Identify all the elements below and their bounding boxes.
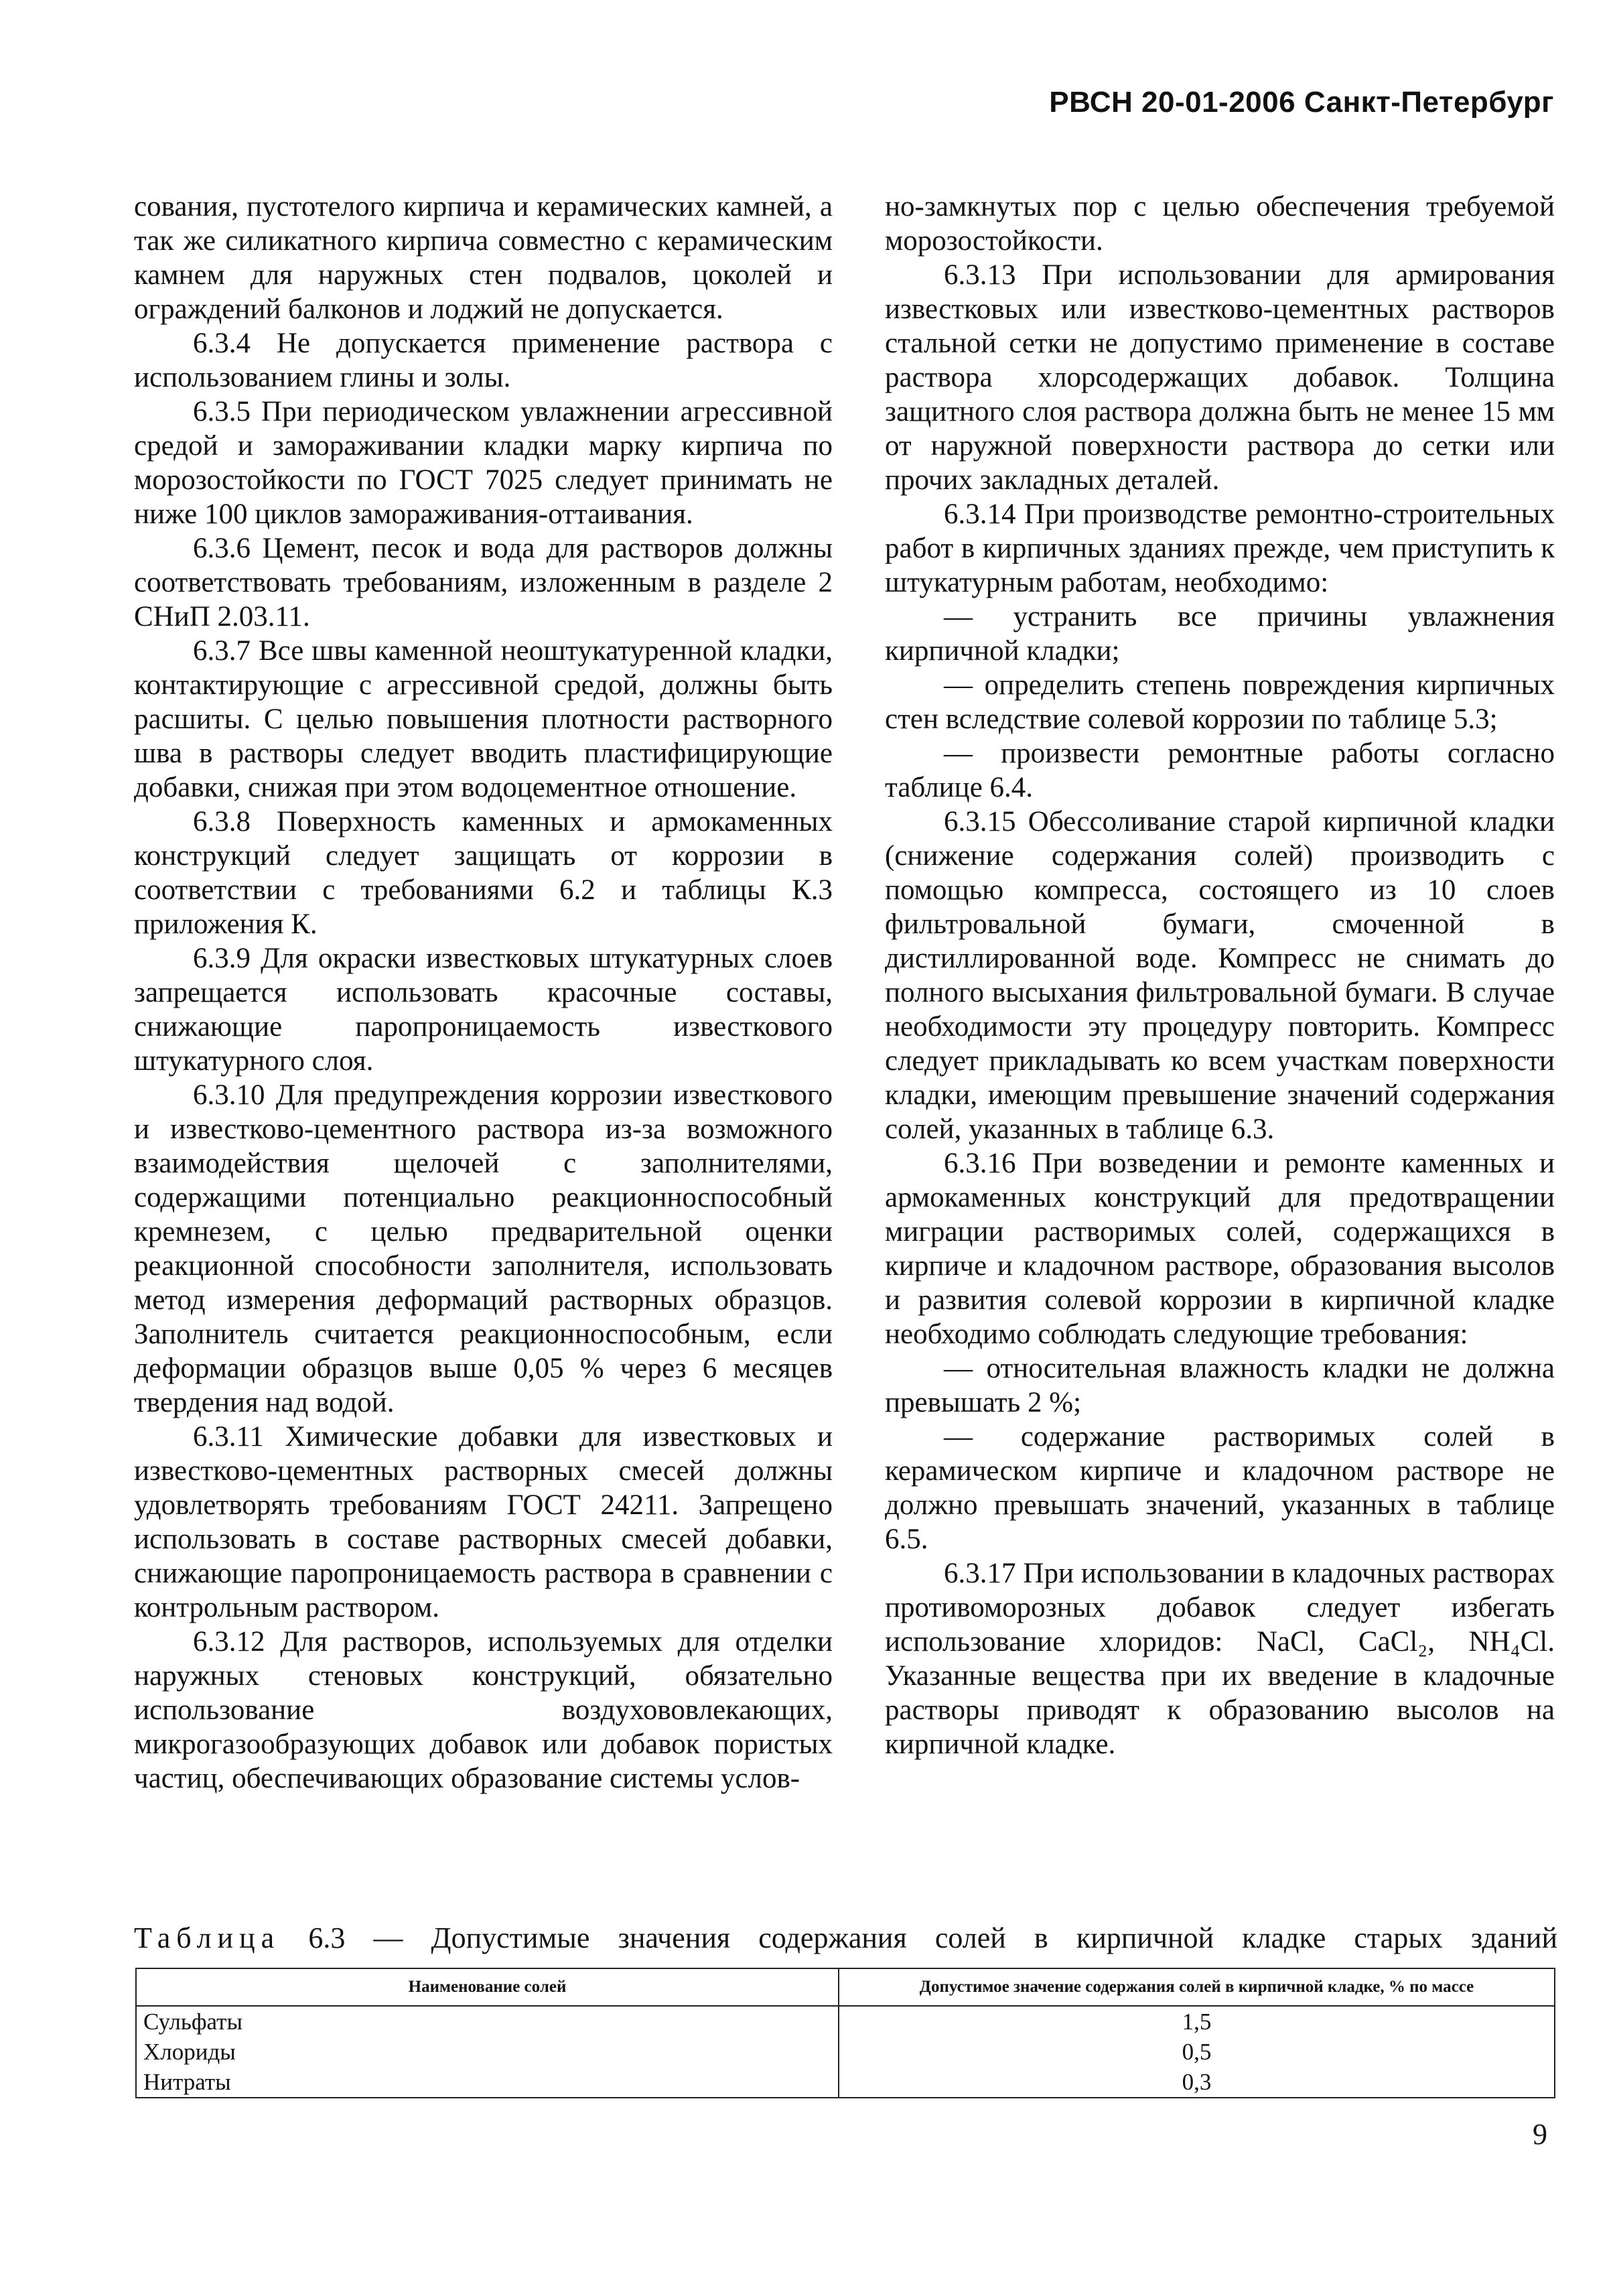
table-caption-label: Таблица	[134, 1921, 281, 1954]
table-caption-text: — Допустимые значения содержания солей в кирпичной кладке старых зданий	[373, 1921, 1558, 1954]
paragraph-6-3-16: 6.3.16 При возведении и ремонте каменных и армокаменных конструкций для предотвращении миграции растворимых солей, содержащихся в кирпиче и кладочном растворе, образования высолов и развития солевой коррозии в кирпичной кладке необходимо соблюдать следующие требования:	[885, 1148, 1555, 1350]
list-item: — устранить все причины увлажнения кирпичной кладки;	[885, 601, 1555, 667]
salt-name-cell: Нитраты	[136, 2067, 839, 2098]
salt-value-cell: 1,5	[839, 2006, 1555, 2037]
paragraph-6-3-11: 6.3.11 Химические добавки для известковых и известково-цементных растворных смесей должны удовлетворять требованиям ГОСТ 24211. Запрещено использовать в составе растворных смесей добавки, снижающие паропроницаемость раствора в сравнении с контрольным раствором.	[134, 1421, 833, 1623]
paragraph-6-3-15: 6.3.15 Обессоливание старой кирпичной кладки (снижение содержания солей) производить с помощью компресса, состоящего из 10 слоев фильтровальной бумаги, смоченной в дистиллированной воде. Компресс не снимать до полного высыхания фильтровальной бумаги. В случае необходимости эту процедуру повторить. Компресс следует прикладывать ко всем участкам поверхности кладки, имеющим превышение значений содержания солей, указанных в таблице 6.3.	[885, 806, 1555, 1145]
paragraph-6-3-8: 6.3.8 Поверхность каменных и армокаменных конструкций следует защищать от коррозии в соответствии с требованиями 6.2 и таблицы К.3 приложения К.	[134, 806, 833, 940]
paragraph-6-3-13: 6.3.13 При использовании для армирования известковых или известково-цементных растворов стальной сетки не допустимо применение в составе раствора хлорсодержащих добавок. Толщина защитного слоя раствора должна быть не менее 15 мм от наружной поверхности раствора до сетки или прочих закладных деталей.	[885, 259, 1555, 496]
table-caption-number: 6.3	[308, 1921, 346, 1954]
column-header-salt-name: Наименование солей	[136, 1968, 839, 2006]
paragraph-6-3-9: 6.3.9 Для окраски известковых штукатурных слоев запрещается использовать красочные составы, снижающие паропроницаемость известкового штукатурного слоя.	[134, 943, 833, 1077]
list-item: — определить степень повреждения кирпичных стен вследствие солевой коррозии по таблице 5.3;	[885, 669, 1555, 735]
right-text-column	[885, 190, 1555, 1761]
paragraph-6-3-10: 6.3.10 Для предупреждения коррозии известкового и известково-цементного раствора из-за возможного взаимодействия щелочей с заполнителями, содержащими потенциально реакционноспособный кремнезем, с целью предварительной оценки реакционной способности заполнителя, использовать метод измерения деформаций растворных образцов. Заполнитель считается реакционноспособным, если деформации образцов выше 0,05 % через 6 месяцев твердения над водой.	[134, 1079, 833, 1418]
paragraph-6-3-14: 6.3.14 При производстве ремонтно-строительных работ в кирпичных зданиях прежде, чем приступить к штукатурным работам, необходимо:	[885, 498, 1555, 598]
salt-value-cell: 0,5	[839, 2037, 1555, 2067]
table-row	[136, 2006, 1555, 2037]
paragraph: сования, пустотелого кирпича и керамических камней, а так же силикатного кирпича совместно с керамическим камнем для наружных стен подвалов, цоколей и ограждений балконов и лоджий не допускается.	[134, 191, 833, 325]
table-row	[136, 2067, 1555, 2098]
paragraph-continuation: но-замкнутых пор с целью обеспечения требуемой морозостойкости.	[885, 191, 1555, 257]
salt-content-table	[135, 1968, 1555, 2098]
list-item: — содержание растворимых солей в керамическом кирпиче и кладочном растворе не должно превышать значений, указанных в таблице 6.5.	[885, 1421, 1555, 1555]
page-number: 9	[1533, 2118, 1547, 2151]
paragraph-6-3-7: 6.3.7 Все швы каменной неоштукатуренной кладки, контактирующие с агрессивной средой, должны быть расшиты. С целью повышения плотности растворного шва в растворы следует вводить пластифицирующие добавки, снижая при этом водоцементное отношение.	[134, 635, 833, 803]
page-header-title: РВСН 20-01-2006 Санкт-Петербург	[1049, 86, 1554, 119]
table-header-row	[136, 1968, 1555, 2006]
list-item: — относительная влажность кладки не должна превышать 2 %;	[885, 1353, 1555, 1418]
paragraph-6-3-4: 6.3.4 Не допускается применение раствора с использованием глины и золы.	[134, 328, 833, 393]
paragraph-6-3-12: 6.3.12 Для растворов, используемых для отделки наружных стеновых конструкций, обязательно использование воздухововлекающих, микрогазообразующих добавок или добавок пористых частиц, обеспечивающих образование системы услов-	[134, 1626, 833, 1794]
salt-name-cell: Сульфаты	[136, 2006, 839, 2037]
paragraph-6-3-5: 6.3.5 При периодическом увлажнении агрессивной средой и замораживании кладки марку кирпича по морозостойкости по ГОСТ 7025 следует принимать не ниже 100 циклов замораживания-оттаивания.	[134, 396, 833, 530]
column-header-allowed-value: Допустимое значение содержания солей в кирпичной кладке, % по массе	[839, 1968, 1555, 2006]
salt-name-cell: Хлориды	[136, 2037, 839, 2067]
paragraph-6-3-17: 6.3.17 При использовании в кладочных растворах противоморозных добавок следует избегать использование хлоридов: NaCl, CaCl₂, NH₄Cl. Указанные вещества при их введение в кладочные растворы приводят к образованию высолов на кирпичной кладке.	[885, 1558, 1555, 1760]
table-caption	[134, 1921, 1557, 1956]
left-text-column	[134, 190, 833, 1796]
table-row	[136, 2037, 1555, 2067]
salt-value-cell: 0,3	[839, 2067, 1555, 2098]
list-item: — произвести ремонтные работы согласно таблице 6.4.	[885, 738, 1555, 803]
paragraph-6-3-6: 6.3.6 Цемент, песок и вода для растворов должны соответствовать требованиям, изложенным в разделе 2 СНиП 2.03.11.	[134, 533, 833, 632]
